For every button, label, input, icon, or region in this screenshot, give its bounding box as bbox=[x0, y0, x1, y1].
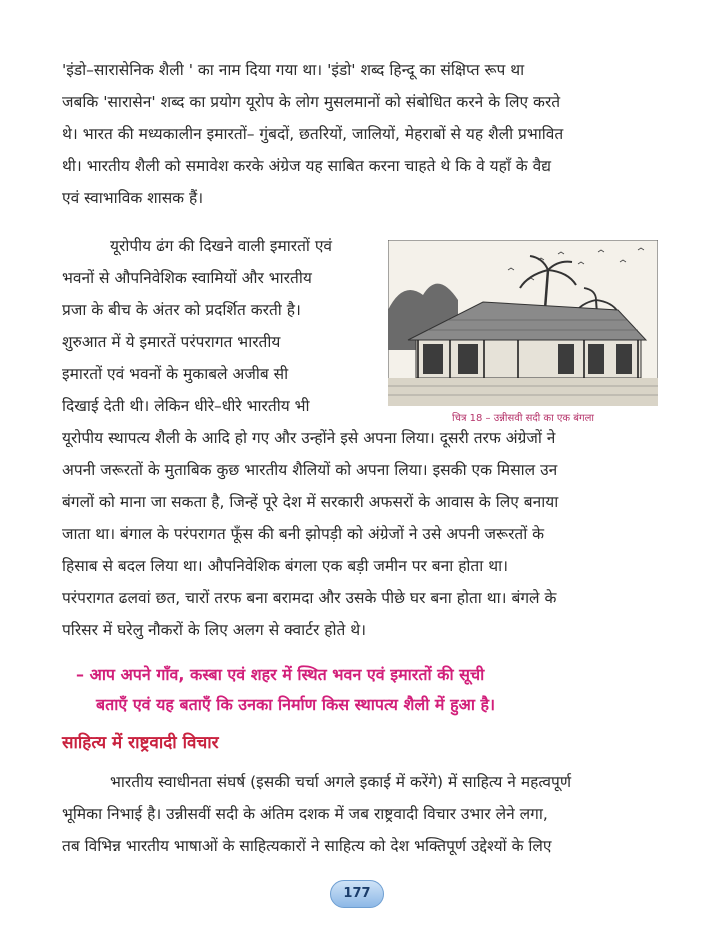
text-line: शुरुआत में ये इमारतें परंपरागत भारतीय bbox=[62, 333, 281, 351]
page-number-badge: 177 bbox=[330, 880, 384, 908]
activity-line: – आप अपने गाँव, कस्बा एवं शहर में स्थित भवन एवं इमारतों की सूची bbox=[76, 665, 485, 684]
paragraph-bungalow bbox=[62, 422, 662, 646]
paragraph-literature bbox=[62, 766, 662, 862]
text-line: अपनी जरूरतों के मुताबिक कुछ भारतीय शैलियों को अपना लिया। इसकी एक मिसाल उन bbox=[62, 461, 558, 479]
text-line: एवं स्वाभाविक शासक हैं। bbox=[62, 189, 204, 207]
text-line: परंपरागत ढलवां छत, चारों तरफ बना बरामदा और उसके पीछे घर बना होता था। बंगले के bbox=[62, 589, 557, 607]
figure-caption: चित्र 18 – उन्नीसवी सदी का एक बंगला bbox=[452, 413, 594, 424]
activity-line: बताएँ एवं यह बताएँ कि उनका निर्माण किस स्थापत्य शैली में हुआ है। bbox=[96, 695, 496, 714]
text-line: बंगलों को माना जा सकता है, जिन्हें पूरे देश में सरकारी अफसरों के आवास के लिए बनाया bbox=[62, 493, 559, 511]
text-line: परिसर में घरेलु नौकरों के लिए अलग से क्वार्टर होते थे। bbox=[62, 621, 367, 639]
text-line: थे। भारत की मध्यकालीन इमारतों– गुंबदों, छतरियों, जालियों, मेहराबों से यह शैली प्रभावित bbox=[62, 125, 564, 143]
section-heading: साहित्य में राष्ट्रवादी विचार bbox=[62, 733, 219, 753]
text-line: हिसाब से बदल लिया था। औपनिवेशिक बंगला एक बड़ी जमीन पर बना होता था। bbox=[62, 557, 509, 575]
text-line: तब विभिन्न भारतीय भाषाओं के साहित्यकारों ने साहित्य को देश भक्तिपूर्ण उद्देश्यों के लिए bbox=[62, 837, 552, 855]
text-line: प्रजा के बीच के अंतर को प्रदर्शित करती है। bbox=[62, 301, 301, 319]
paragraph-indo-saracenic bbox=[62, 54, 662, 214]
bungalow-illustration bbox=[388, 240, 658, 406]
text-line: जबकि 'सारासेन' शब्द का प्रयोग यूरोप के लोग मुसलमानों को संबोधित करने के लिए करते bbox=[62, 93, 561, 111]
paragraph-european-style-beside-figure bbox=[62, 230, 387, 422]
text-line: यूरोपीय ढंग की दिखने वाली इमारतों एवं bbox=[110, 237, 333, 255]
text-line: यूरोपीय स्थापत्य शैली के आदि हो गए और उन्होंने इसे अपना लिया। दूसरी तरफ अंग्रेजों ने bbox=[62, 429, 556, 447]
text-line: जाता था। बंगाल के परंपरागत फूँस की बनी झोपड़ी को अंग्रेजों ने उसे अपनी जरूरतों के bbox=[62, 525, 545, 543]
text-line: इमारतों एवं भवनों के मुकाबले अजीब सी bbox=[62, 365, 289, 383]
activity-question bbox=[76, 660, 676, 720]
text-line: भवनों से औपनिवेशिक स्वामियों और भारतीय bbox=[62, 269, 312, 287]
text-line: दिखाई देती थी। लेकिन धीरे–धीरे भारतीय भी bbox=[62, 397, 310, 415]
bungalow-figure bbox=[388, 240, 658, 428]
text-line: 'इंडो–सारासेनिक शैली ' का नाम दिया गया था। 'इंडो' शब्द हिन्दू का संक्षिप्त रूप था bbox=[62, 61, 525, 79]
text-line: भूमिका निभाई है। उन्नीसवीं सदी के अंतिम दशक में जब राष्ट्रवादी विचार उभार लेने लगा, bbox=[62, 805, 548, 823]
text-line: थी। भारतीय शैली को समावेश करके अंग्रेज यह साबित करना चाहते थे कि वे यहाँ के वैद्य bbox=[62, 157, 552, 175]
text-line: भारतीय स्वाधीनता संघर्ष (इसकी चर्चा अगले इकाई में करेंगे) में साहित्य ने महत्वपूर्ण bbox=[110, 773, 572, 791]
